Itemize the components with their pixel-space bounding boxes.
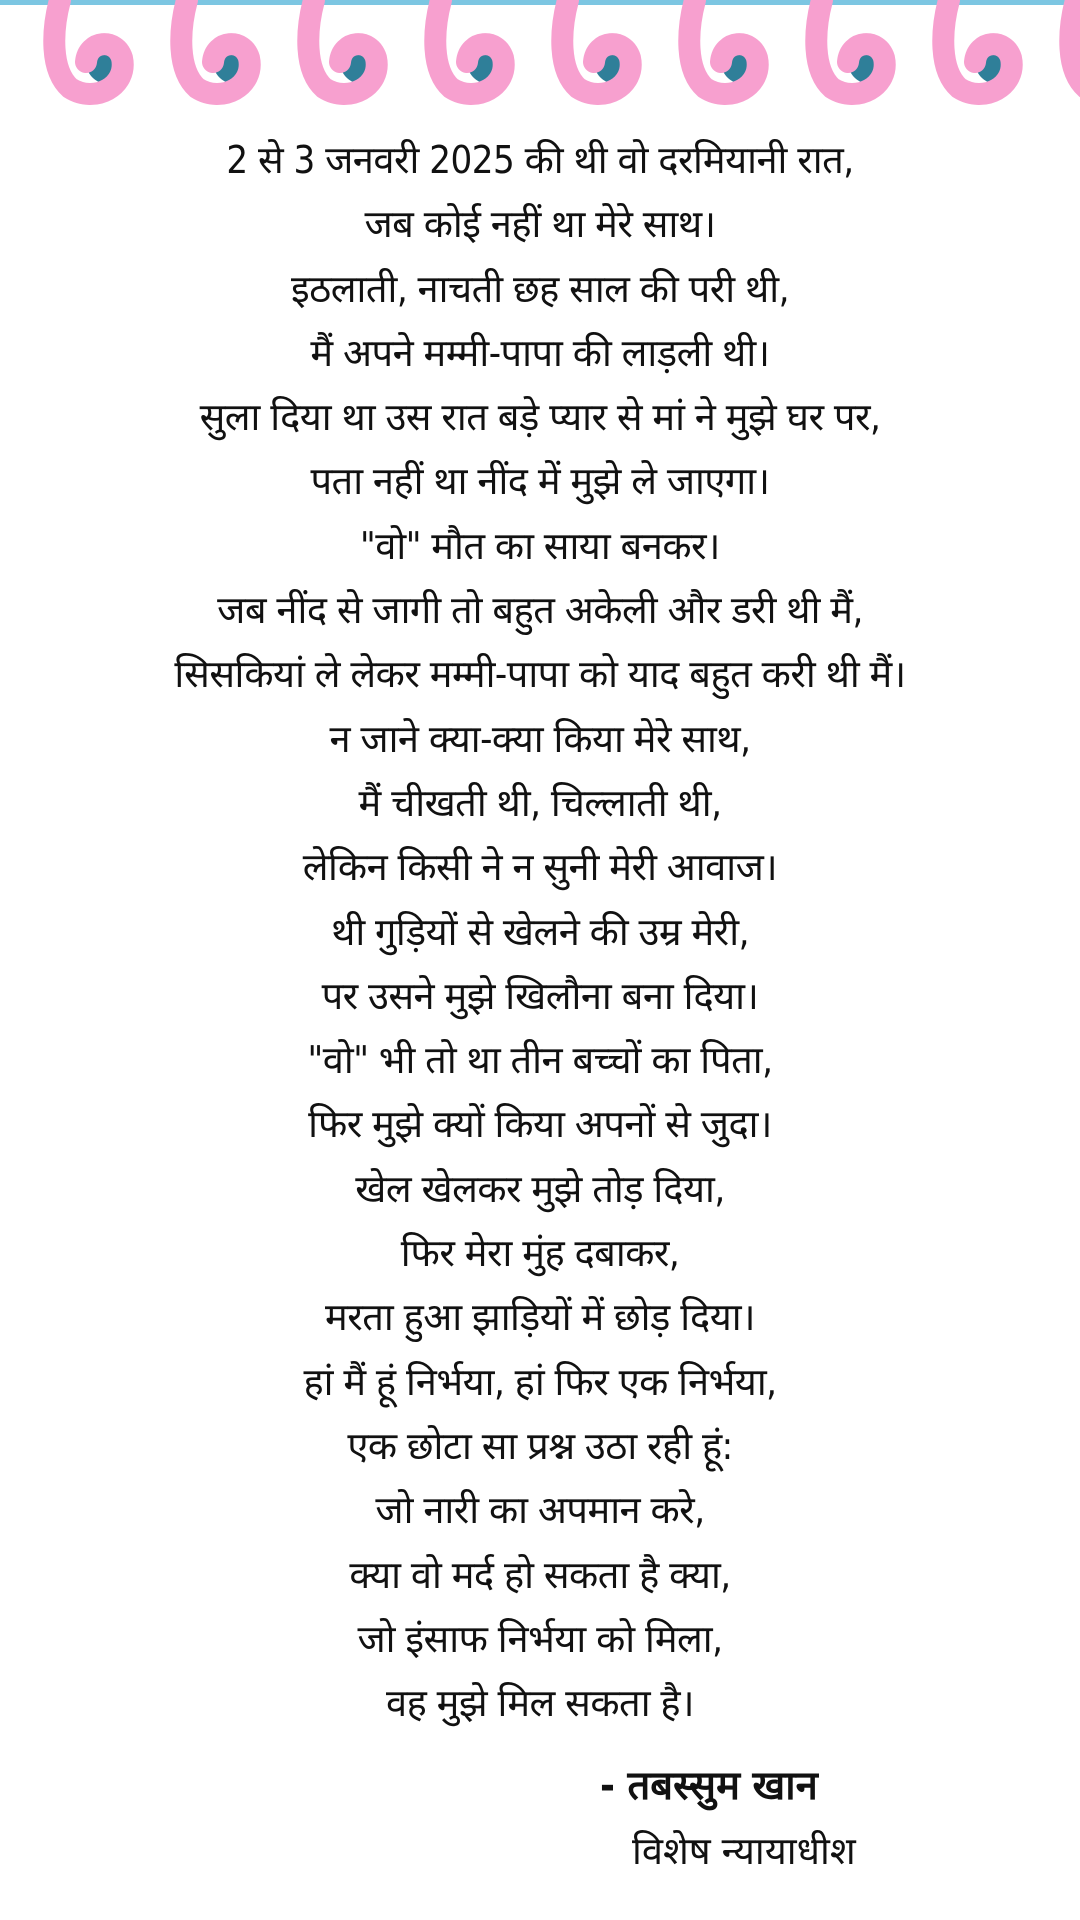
poem-line: मैं अपने मम्मी-पापा की लाड़ली थी।: [310, 330, 770, 375]
poem-body: [0, 128, 1080, 1735]
pink-curl-shape: [816, 0, 884, 94]
poem-line: हां मैं हूं निर्भया, हां फिर एक निर्भया,: [303, 1359, 777, 1404]
poem-line: सिसकियां ले लेकर मम्मी-पापा को याद बहुत करी थी मैं।: [174, 652, 906, 697]
poem-line: "वो" मौत का साया बनकर।: [360, 523, 720, 568]
pink-curl-shape: [1070, 0, 1080, 94]
poem-line: जो इंसाफ निर्भया को मिला,: [357, 1616, 723, 1661]
poem-line: थी गुड़ियों से खेलने की उम्र मेरी,: [331, 909, 749, 954]
poem-line: मरता हुआ झाड़ियों में छोड़ दिया।: [324, 1295, 756, 1340]
poem-line: पता नहीं था नींद में मुझे ले जाएगा।: [310, 459, 770, 504]
poem-line: इठलाती, नाचती छह साल की परी थी,: [291, 266, 789, 311]
pink-curl-shape: [54, 0, 122, 94]
poem-line: क्या वो मर्द हो सकता है क्या,: [349, 1552, 731, 1597]
pink-curl-shape: [943, 0, 1011, 94]
author-designation: विशेष न्यायाधीश: [632, 1829, 856, 1873]
poem-line: जो नारी का अपमान करे,: [375, 1488, 705, 1533]
poem-line: लेकिन किसी ने न सुनी मेरी आवाज।: [302, 845, 778, 890]
poem-line: जब कोई नहीं था मेरे साथ।: [364, 202, 716, 247]
poem-line: खेल खेलकर मुझे तोड़ दिया,: [355, 1166, 725, 1211]
pink-curl-shape: [181, 0, 249, 94]
poem-line: पर उसने मुझे खिलौना बना दिया।: [321, 973, 759, 1018]
poem-line: फिर मेरा मुंह दबाकर,: [400, 1231, 680, 1276]
poem-line: फिर मुझे क्यों किया अपनों से जुदा।: [308, 1102, 772, 1147]
poem-line: "वो" भी तो था तीन बच्चों का पिता,: [307, 1038, 773, 1083]
decorative-curl-border: [0, 0, 1080, 110]
pink-curl-shape: [562, 0, 630, 94]
poem-line: सुला दिया था उस रात बड़े प्यार से मां ने मुझे घर पर,: [199, 395, 881, 440]
poem-line: मैं चीखती थी, चिल्लाती थी,: [358, 780, 722, 825]
pink-curl-shape: [689, 0, 757, 94]
poem-line: वह मुझे मिल सकता है।: [386, 1681, 694, 1726]
pink-curl-shape: [308, 0, 376, 94]
poem-line: एक छोटा सा प्रश्न उठा रही हूं:: [347, 1423, 733, 1468]
poem-line: 2 से 3 जनवरी 2025 की थी वो दरमियानी रात,: [226, 138, 854, 182]
pink-curl-shape: [435, 0, 503, 94]
poem-line: जब नींद से जागी तो बहुत अकेली और डरी थी मैं,: [217, 588, 863, 633]
poem-line: न जाने क्या-क्या किया मेरे साथ,: [329, 716, 751, 761]
author-name: - तबस्सुम खान: [600, 1763, 818, 1809]
